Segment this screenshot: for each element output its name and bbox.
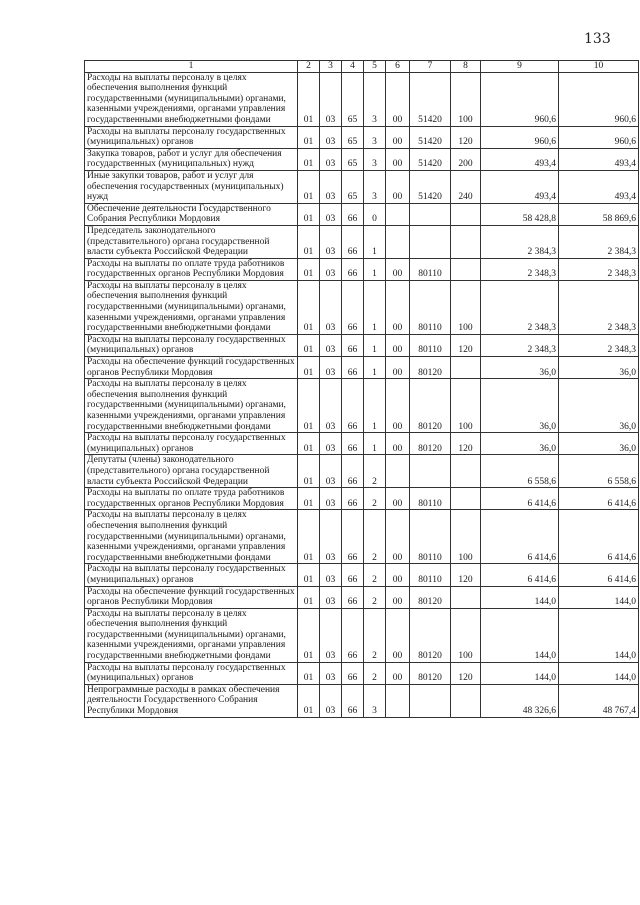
row-name-cell: Расходы на обеспечение функций государственных органов Республики Мордовия [85,586,298,608]
amount-cell: 6 414,6 [481,488,559,510]
subprogram-code-cell: 2 [364,488,386,510]
amount-cell: 36,0 [481,357,559,379]
section-code-cell: 01 [298,510,320,564]
target-code-cell: 80120 [410,586,451,608]
expense-type-cell [451,684,481,717]
amount-cell: 48 326,6 [481,684,559,717]
table-row [85,510,639,564]
section-code-cell: 01 [298,148,320,170]
subsection-code-cell: 03 [320,280,342,334]
row-name-cell: Расходы на выплаты персоналу государственных (муниципальных) органов [85,564,298,586]
target-code-cell: 80110 [410,280,451,334]
subsection-code-cell: 03 [320,148,342,170]
table-row [85,662,639,684]
section-code-cell: 01 [298,258,320,280]
table-row [85,225,639,258]
program-code-cell: 66 [342,280,364,334]
direction-code-cell: 00 [386,608,410,662]
table-row [85,170,639,203]
row-name-cell: Расходы на выплаты персоналу государственных (муниципальных) органов [85,662,298,684]
section-code-cell: 01 [298,379,320,433]
row-name-cell: Расходы на обеспечение функций государственных органов Республики Мордовия [85,357,298,379]
row-name-cell: Расходы на выплаты персоналу в целях обеспечения выполнения функций государственными (муниципальными) органами, казенными учреждениями, органами управления государственными внебюджетными фондами [85,280,298,334]
amount-cell: 36,0 [559,433,639,455]
subsection-code-cell: 03 [320,203,342,225]
amount-cell: 144,0 [559,662,639,684]
subprogram-code-cell: 3 [364,126,386,148]
amount-cell: 6 414,6 [481,564,559,586]
section-code-cell: 01 [298,586,320,608]
amount-cell: 2 348,3 [559,334,639,356]
amount-cell: 36,0 [481,379,559,433]
expense-type-cell: 100 [451,510,481,564]
expense-type-cell: 100 [451,608,481,662]
subsection-code-cell: 03 [320,564,342,586]
column-header: 6 [386,61,410,73]
expense-type-cell: 120 [451,433,481,455]
table-row [85,586,639,608]
subprogram-code-cell: 2 [364,586,386,608]
subsection-code-cell: 03 [320,72,342,126]
direction-code-cell: 00 [386,170,410,203]
direction-code-cell [386,455,410,488]
amount-cell: 493,4 [559,148,639,170]
direction-code-cell: 00 [386,357,410,379]
subprogram-code-cell: 2 [364,662,386,684]
subprogram-code-cell: 2 [364,564,386,586]
subprogram-code-cell: 3 [364,72,386,126]
subprogram-code-cell: 1 [364,334,386,356]
column-header: 1 [85,61,298,73]
target-code-cell: 80110 [410,510,451,564]
direction-code-cell: 00 [386,564,410,586]
program-code-cell: 66 [342,586,364,608]
amount-cell: 493,4 [481,148,559,170]
table-row [85,334,639,356]
row-name-cell: Расходы на выплаты персоналу в целях обеспечения выполнения функций государственными (муниципальными) органами, казенными учреждениями, органами управления государственными внебюджетными фондами [85,608,298,662]
column-header: 7 [410,61,451,73]
direction-code-cell: 00 [386,126,410,148]
subsection-code-cell: 03 [320,488,342,510]
amount-cell: 58 428,8 [481,203,559,225]
expense-type-cell: 200 [451,148,481,170]
budget-table [84,60,639,718]
target-code-cell: 80120 [410,357,451,379]
subprogram-code-cell: 2 [364,455,386,488]
program-code-cell: 66 [342,258,364,280]
subprogram-code-cell: 0 [364,203,386,225]
subsection-code-cell: 03 [320,225,342,258]
program-code-cell: 65 [342,72,364,126]
table-row [85,148,639,170]
target-code-cell: 80110 [410,564,451,586]
section-code-cell: 01 [298,203,320,225]
program-code-cell: 66 [342,357,364,379]
amount-cell: 960,6 [559,72,639,126]
amount-cell: 960,6 [481,72,559,126]
row-name-cell: Расходы на выплаты персоналу государственных (муниципальных) органов [85,334,298,356]
subprogram-code-cell: 2 [364,510,386,564]
amount-cell: 2 348,3 [481,280,559,334]
direction-code-cell: 00 [386,379,410,433]
subsection-code-cell: 03 [320,334,342,356]
subprogram-code-cell: 3 [364,684,386,717]
amount-cell: 2 348,3 [559,280,639,334]
subprogram-code-cell: 2 [364,608,386,662]
amount-cell: 58 869,6 [559,203,639,225]
section-code-cell: 01 [298,455,320,488]
program-code-cell: 66 [342,662,364,684]
table-row [85,455,639,488]
program-code-cell: 66 [342,564,364,586]
program-code-cell: 66 [342,433,364,455]
subprogram-code-cell: 3 [364,148,386,170]
program-code-cell: 66 [342,334,364,356]
subprogram-code-cell: 3 [364,170,386,203]
direction-code-cell: 00 [386,334,410,356]
subsection-code-cell: 03 [320,684,342,717]
program-code-cell: 66 [342,608,364,662]
direction-code-cell: 00 [386,662,410,684]
subprogram-code-cell: 1 [364,225,386,258]
subsection-code-cell: 03 [320,586,342,608]
table-body [85,72,639,717]
target-code-cell [410,684,451,717]
subsection-code-cell: 03 [320,662,342,684]
section-code-cell: 01 [298,170,320,203]
table-row [85,258,639,280]
subsection-code-cell: 03 [320,379,342,433]
amount-cell: 2 348,3 [481,258,559,280]
column-header: 10 [559,61,639,73]
row-name-cell: Расходы на выплаты по оплате труда работников государственных органов Республики Мордовия [85,488,298,510]
table-row [85,72,639,126]
section-code-cell: 01 [298,126,320,148]
direction-code-cell: 00 [386,280,410,334]
subprogram-code-cell: 1 [364,258,386,280]
direction-code-cell: 00 [386,72,410,126]
subsection-code-cell: 03 [320,455,342,488]
expense-type-cell [451,488,481,510]
expense-type-cell: 120 [451,334,481,356]
amount-cell: 2 348,3 [481,334,559,356]
row-name-cell: Председатель законодательного (представительного) органа государственной власти субъекта Российской Федерации [85,225,298,258]
direction-code-cell [386,203,410,225]
section-code-cell: 01 [298,488,320,510]
target-code-cell: 51420 [410,170,451,203]
expense-type-cell [451,455,481,488]
program-code-cell: 66 [342,488,364,510]
section-code-cell: 01 [298,684,320,717]
row-name-cell: Депутаты (члены) законодательного (представительного) органа государственной власти субъекта Российской Федерации [85,455,298,488]
amount-cell: 493,4 [481,170,559,203]
amount-cell: 144,0 [559,586,639,608]
page-number: 133 [584,31,611,47]
row-name-cell: Расходы на выплаты персоналу в целях обеспечения выполнения функций государственными (муниципальными) органами, казенными учреждениями, органами управления государственными внебюджетными фондами [85,510,298,564]
target-code-cell [410,455,451,488]
direction-code-cell: 00 [386,586,410,608]
direction-code-cell [386,225,410,258]
amount-cell: 6 414,6 [559,510,639,564]
direction-code-cell: 00 [386,433,410,455]
table-row [85,564,639,586]
column-header: 3 [320,61,342,73]
program-code-cell: 65 [342,170,364,203]
target-code-cell: 51420 [410,126,451,148]
amount-cell: 6 414,6 [559,488,639,510]
row-name-cell: Иные закупки товаров, работ и услуг для обеспечения государственных (муниципальных) нужд [85,170,298,203]
expense-type-cell: 100 [451,72,481,126]
expense-type-cell [451,357,481,379]
target-code-cell: 80110 [410,334,451,356]
section-code-cell: 01 [298,280,320,334]
target-code-cell: 80120 [410,608,451,662]
table-row [85,126,639,148]
section-code-cell: 01 [298,357,320,379]
program-code-cell: 65 [342,148,364,170]
amount-cell: 36,0 [481,433,559,455]
column-header: 8 [451,61,481,73]
program-code-cell: 66 [342,379,364,433]
direction-code-cell: 00 [386,148,410,170]
table-row [85,357,639,379]
amount-cell: 960,6 [481,126,559,148]
program-code-cell: 66 [342,455,364,488]
column-header: 2 [298,61,320,73]
expense-type-cell: 100 [451,280,481,334]
subsection-code-cell: 03 [320,433,342,455]
expense-type-cell [451,225,481,258]
row-name-cell: Закупка товаров, работ и услуг для обеспечения государственных (муниципальных) нужд [85,148,298,170]
table-row [85,684,639,717]
row-name-cell: Непрограммные расходы в рамках обеспечения деятельности Государственного Собрания Республики Мордовия [85,684,298,717]
row-name-cell: Расходы на выплаты персоналу в целях обеспечения выполнения функций государственными (муниципальными) органами, казенными учреждениями, органами управления государственными внебюджетными фондами [85,72,298,126]
header-row [85,61,639,73]
amount-cell: 6 414,6 [559,564,639,586]
section-code-cell: 01 [298,564,320,586]
row-name-cell: Расходы на выплаты персоналу государственных (муниципальных) органов [85,433,298,455]
expense-type-cell: 100 [451,379,481,433]
expense-type-cell [451,586,481,608]
column-header: 5 [364,61,386,73]
section-code-cell: 01 [298,433,320,455]
subprogram-code-cell: 1 [364,357,386,379]
expense-type-cell: 240 [451,170,481,203]
target-code-cell: 80120 [410,662,451,684]
program-code-cell: 66 [342,684,364,717]
direction-code-cell: 00 [386,488,410,510]
row-name-cell: Расходы на выплаты персоналу в целях обеспечения выполнения функций государственными (муниципальными) органами, казенными учреждениями, органами управления государственными внебюджетными фондами [85,379,298,433]
target-code-cell: 80110 [410,488,451,510]
section-code-cell: 01 [298,334,320,356]
section-code-cell: 01 [298,608,320,662]
subsection-code-cell: 03 [320,170,342,203]
subsection-code-cell: 03 [320,357,342,379]
amount-cell: 36,0 [559,357,639,379]
amount-cell: 2 348,3 [559,258,639,280]
subsection-code-cell: 03 [320,258,342,280]
subsection-code-cell: 03 [320,126,342,148]
expense-type-cell: 120 [451,126,481,148]
target-code-cell: 80120 [410,379,451,433]
amount-cell: 144,0 [481,662,559,684]
target-code-cell: 51420 [410,72,451,126]
table-row [85,433,639,455]
target-code-cell: 80120 [410,433,451,455]
subsection-code-cell: 03 [320,608,342,662]
amount-cell: 144,0 [559,608,639,662]
amount-cell: 6 414,6 [481,510,559,564]
expense-type-cell [451,203,481,225]
subprogram-code-cell: 1 [364,280,386,334]
target-code-cell: 51420 [410,148,451,170]
amount-cell: 48 767,4 [559,684,639,717]
direction-code-cell: 00 [386,258,410,280]
table-row [85,379,639,433]
table-row [85,608,639,662]
row-name-cell: Расходы на выплаты по оплате труда работников государственных органов Республики Мордовия [85,258,298,280]
row-name-cell: Обеспечение деятельности Государственного Собрания Республики Мордовия [85,203,298,225]
program-code-cell: 66 [342,510,364,564]
target-code-cell [410,203,451,225]
expense-type-cell: 120 [451,662,481,684]
amount-cell: 144,0 [481,608,559,662]
column-header: 4 [342,61,364,73]
target-code-cell [410,225,451,258]
subsection-code-cell: 03 [320,510,342,564]
amount-cell: 6 558,6 [481,455,559,488]
table-row [85,203,639,225]
direction-code-cell: 00 [386,510,410,564]
table-row [85,488,639,510]
direction-code-cell [386,684,410,717]
amount-cell: 6 558,6 [559,455,639,488]
amount-cell: 960,6 [559,126,639,148]
section-code-cell: 01 [298,225,320,258]
program-code-cell: 66 [342,203,364,225]
section-code-cell: 01 [298,662,320,684]
program-code-cell: 66 [342,225,364,258]
row-name-cell: Расходы на выплаты персоналу государственных (муниципальных) органов [85,126,298,148]
subprogram-code-cell: 1 [364,433,386,455]
subprogram-code-cell: 1 [364,379,386,433]
amount-cell: 2 384,3 [559,225,639,258]
column-header: 9 [481,61,559,73]
expense-type-cell: 120 [451,564,481,586]
target-code-cell: 80110 [410,258,451,280]
program-code-cell: 65 [342,126,364,148]
amount-cell: 493,4 [559,170,639,203]
amount-cell: 36,0 [559,379,639,433]
amount-cell: 144,0 [481,586,559,608]
table-row [85,280,639,334]
section-code-cell: 01 [298,72,320,126]
amount-cell: 2 384,3 [481,225,559,258]
expense-type-cell [451,258,481,280]
